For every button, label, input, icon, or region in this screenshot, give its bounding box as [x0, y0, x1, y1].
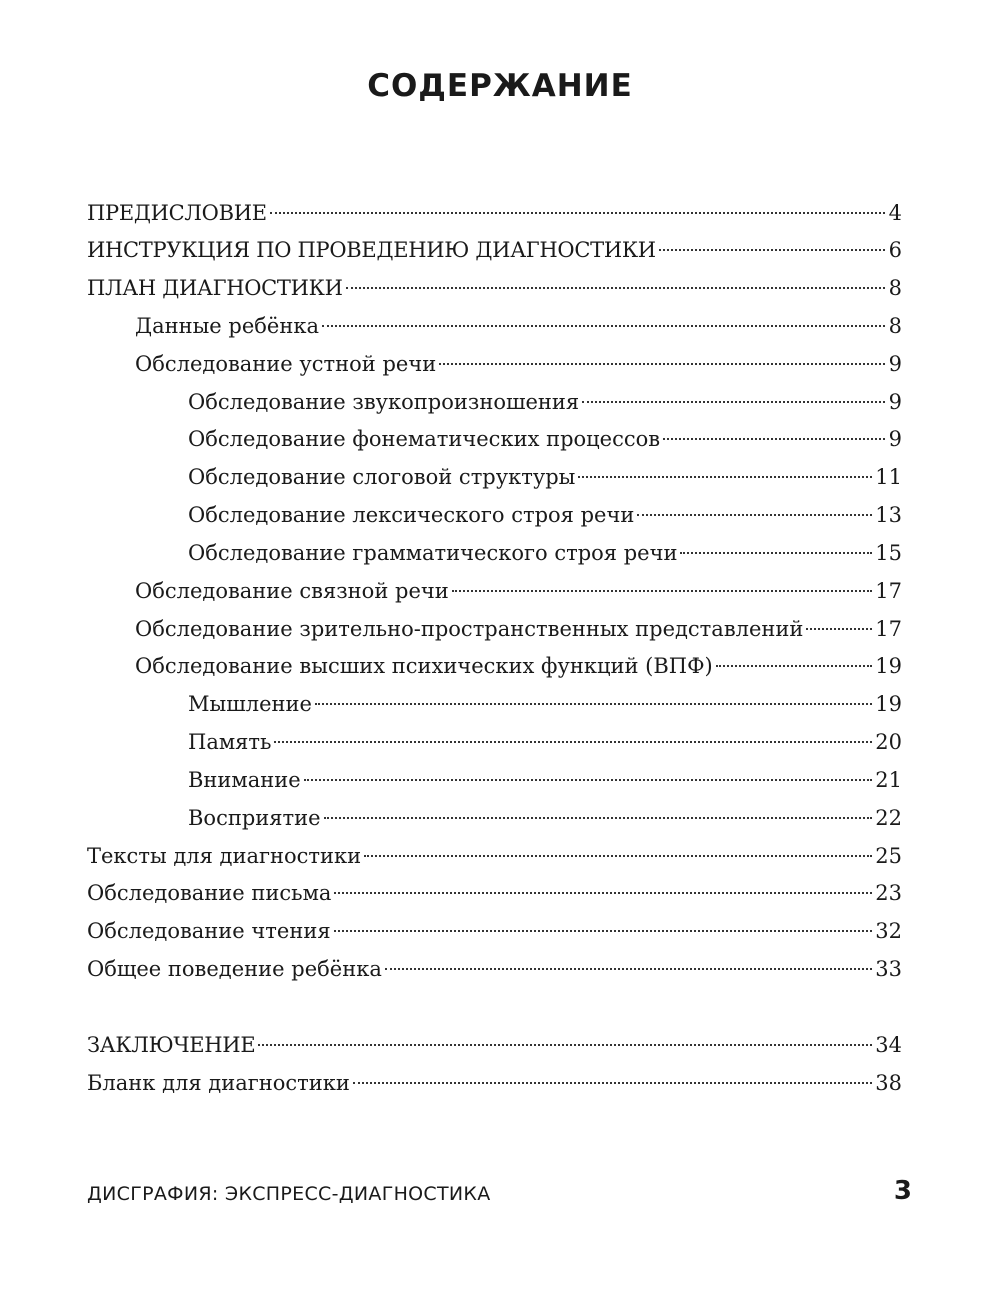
toc-entry-label: ИНСТРУКЦИЯ ПО ПРОВЕДЕНИЮ ДИАГНОСТИКИ: [87, 238, 656, 262]
toc-entry-page: 23: [875, 881, 902, 905]
toc-entry-label: Общее поведение ребёнка: [87, 957, 382, 981]
toc-entry-page: 9: [888, 390, 902, 414]
toc-entry[interactable]: [188, 500, 902, 530]
dot-leader: [659, 249, 885, 251]
toc-entry-label: Обследование устной речи: [135, 352, 437, 376]
toc-entry-page: 25: [875, 844, 902, 868]
toc-entry-label: Память: [188, 730, 272, 754]
footer-book-title: ДИСГРАФИЯ: ЭКСПРЕСС-ДИАГНОСТИКА: [87, 1183, 491, 1205]
toc-entry[interactable]: [135, 349, 902, 379]
dot-leader: [315, 703, 872, 705]
toc-entry[interactable]: [87, 916, 902, 946]
dot-leader: [322, 325, 885, 327]
toc-entry-page: 38: [875, 1071, 902, 1095]
toc-entry[interactable]: [188, 462, 902, 492]
dot-leader: [578, 476, 872, 478]
page-title: СОДЕРЖАНИЕ: [367, 68, 633, 104]
toc-entry[interactable]: [135, 651, 902, 681]
dot-leader: [385, 968, 872, 970]
dot-leader: [663, 438, 885, 440]
dot-leader: [806, 628, 872, 630]
toc-entry[interactable]: [135, 614, 902, 644]
toc-entry[interactable]: [87, 198, 902, 228]
toc-entry-label: Обследование лексического строя речи: [188, 503, 635, 527]
dot-leader: [334, 930, 873, 932]
dot-leader: [304, 779, 873, 781]
toc-entry[interactable]: [87, 878, 902, 908]
toc-entry-page: 17: [875, 579, 902, 603]
toc-entry-label: Мышление: [188, 692, 312, 716]
dot-leader: [364, 855, 872, 857]
dot-leader: [637, 514, 872, 516]
toc-entry[interactable]: [135, 576, 902, 606]
toc-entry[interactable]: [188, 387, 902, 417]
toc-entry-label: Тексты для диагностики: [87, 844, 362, 868]
dot-leader: [353, 1082, 872, 1084]
toc-entry-page: 21: [875, 768, 902, 792]
toc-entry-page: 17: [875, 617, 902, 641]
toc-entry-label: Обследование чтения: [87, 919, 331, 943]
dot-leader: [258, 1044, 872, 1046]
toc-entry-label: Обследование грамматического строя речи: [188, 541, 678, 565]
toc-entry[interactable]: [87, 954, 902, 984]
dot-leader: [346, 287, 885, 289]
toc-entry-page: 34: [875, 1033, 902, 1057]
toc-entry-label: Обследование звукопроизношения: [188, 390, 580, 414]
toc-entry-page: 9: [888, 427, 902, 451]
toc-entry-page: 9: [888, 352, 902, 376]
toc-entry-label: Обследование зрительно-пространственных представлений: [135, 617, 804, 641]
dot-leader: [680, 552, 872, 554]
toc-entry-label: Обследование письма: [87, 881, 332, 905]
page-number: 3: [893, 1176, 912, 1206]
toc-entry[interactable]: [188, 727, 902, 757]
dot-leader: [439, 363, 885, 365]
toc-entry[interactable]: [87, 235, 902, 265]
toc-entry[interactable]: [188, 689, 902, 719]
toc-entry[interactable]: [87, 1030, 902, 1060]
dot-leader: [452, 590, 873, 592]
toc-entry[interactable]: [87, 841, 902, 871]
toc-entry[interactable]: [188, 765, 902, 795]
toc-entry-label: ЗАКЛЮЧЕНИЕ: [87, 1033, 256, 1057]
toc-entry[interactable]: [135, 311, 902, 341]
toc-entry-label: Обследование высших психических функций (ВПФ): [135, 654, 713, 678]
toc-entry[interactable]: [188, 803, 902, 833]
toc-entry-label: Внимание: [188, 768, 301, 792]
toc-entry-label: ПРЕДИСЛОВИЕ: [87, 201, 267, 225]
toc-entry-label: Обследование связной речи: [135, 579, 449, 603]
dot-leader: [334, 892, 872, 894]
toc-entry-page: 19: [875, 692, 902, 716]
toc-entry-label: Восприятие: [188, 806, 321, 830]
toc-entry-page: 22: [875, 806, 902, 830]
dot-leader: [324, 817, 873, 819]
dot-leader: [270, 212, 885, 214]
toc-entry[interactable]: [188, 424, 902, 454]
toc-entry-page: 20: [875, 730, 902, 754]
toc-entry-label: Бланк для диагностики: [87, 1071, 350, 1095]
toc-entry-page: 8: [888, 276, 902, 300]
toc-entry-label: ПЛАН ДИАГНОСТИКИ: [87, 276, 343, 300]
dot-leader: [582, 401, 885, 403]
toc-entry-label: Обследование слоговой структуры: [188, 465, 576, 489]
toc-entry[interactable]: [87, 1068, 902, 1098]
toc-entry-page: 13: [875, 503, 902, 527]
toc-entry-page: 19: [875, 654, 902, 678]
toc-entry-page: 15: [875, 541, 902, 565]
toc-entry-label: Данные ребёнка: [135, 314, 319, 338]
toc-entry-page: 8: [888, 314, 902, 338]
toc-entry-page: 11: [875, 465, 902, 489]
toc-entry-label: Обследование фонематических процессов: [188, 427, 661, 451]
toc-entry[interactable]: [87, 273, 902, 303]
toc-entry[interactable]: [188, 538, 902, 568]
dot-leader: [716, 665, 873, 667]
toc-entry-page: 6: [888, 238, 902, 262]
dot-leader: [274, 741, 872, 743]
toc-entry-page: 32: [875, 919, 902, 943]
toc-entry-page: 33: [875, 957, 902, 981]
toc-entry-page: 4: [888, 201, 902, 225]
